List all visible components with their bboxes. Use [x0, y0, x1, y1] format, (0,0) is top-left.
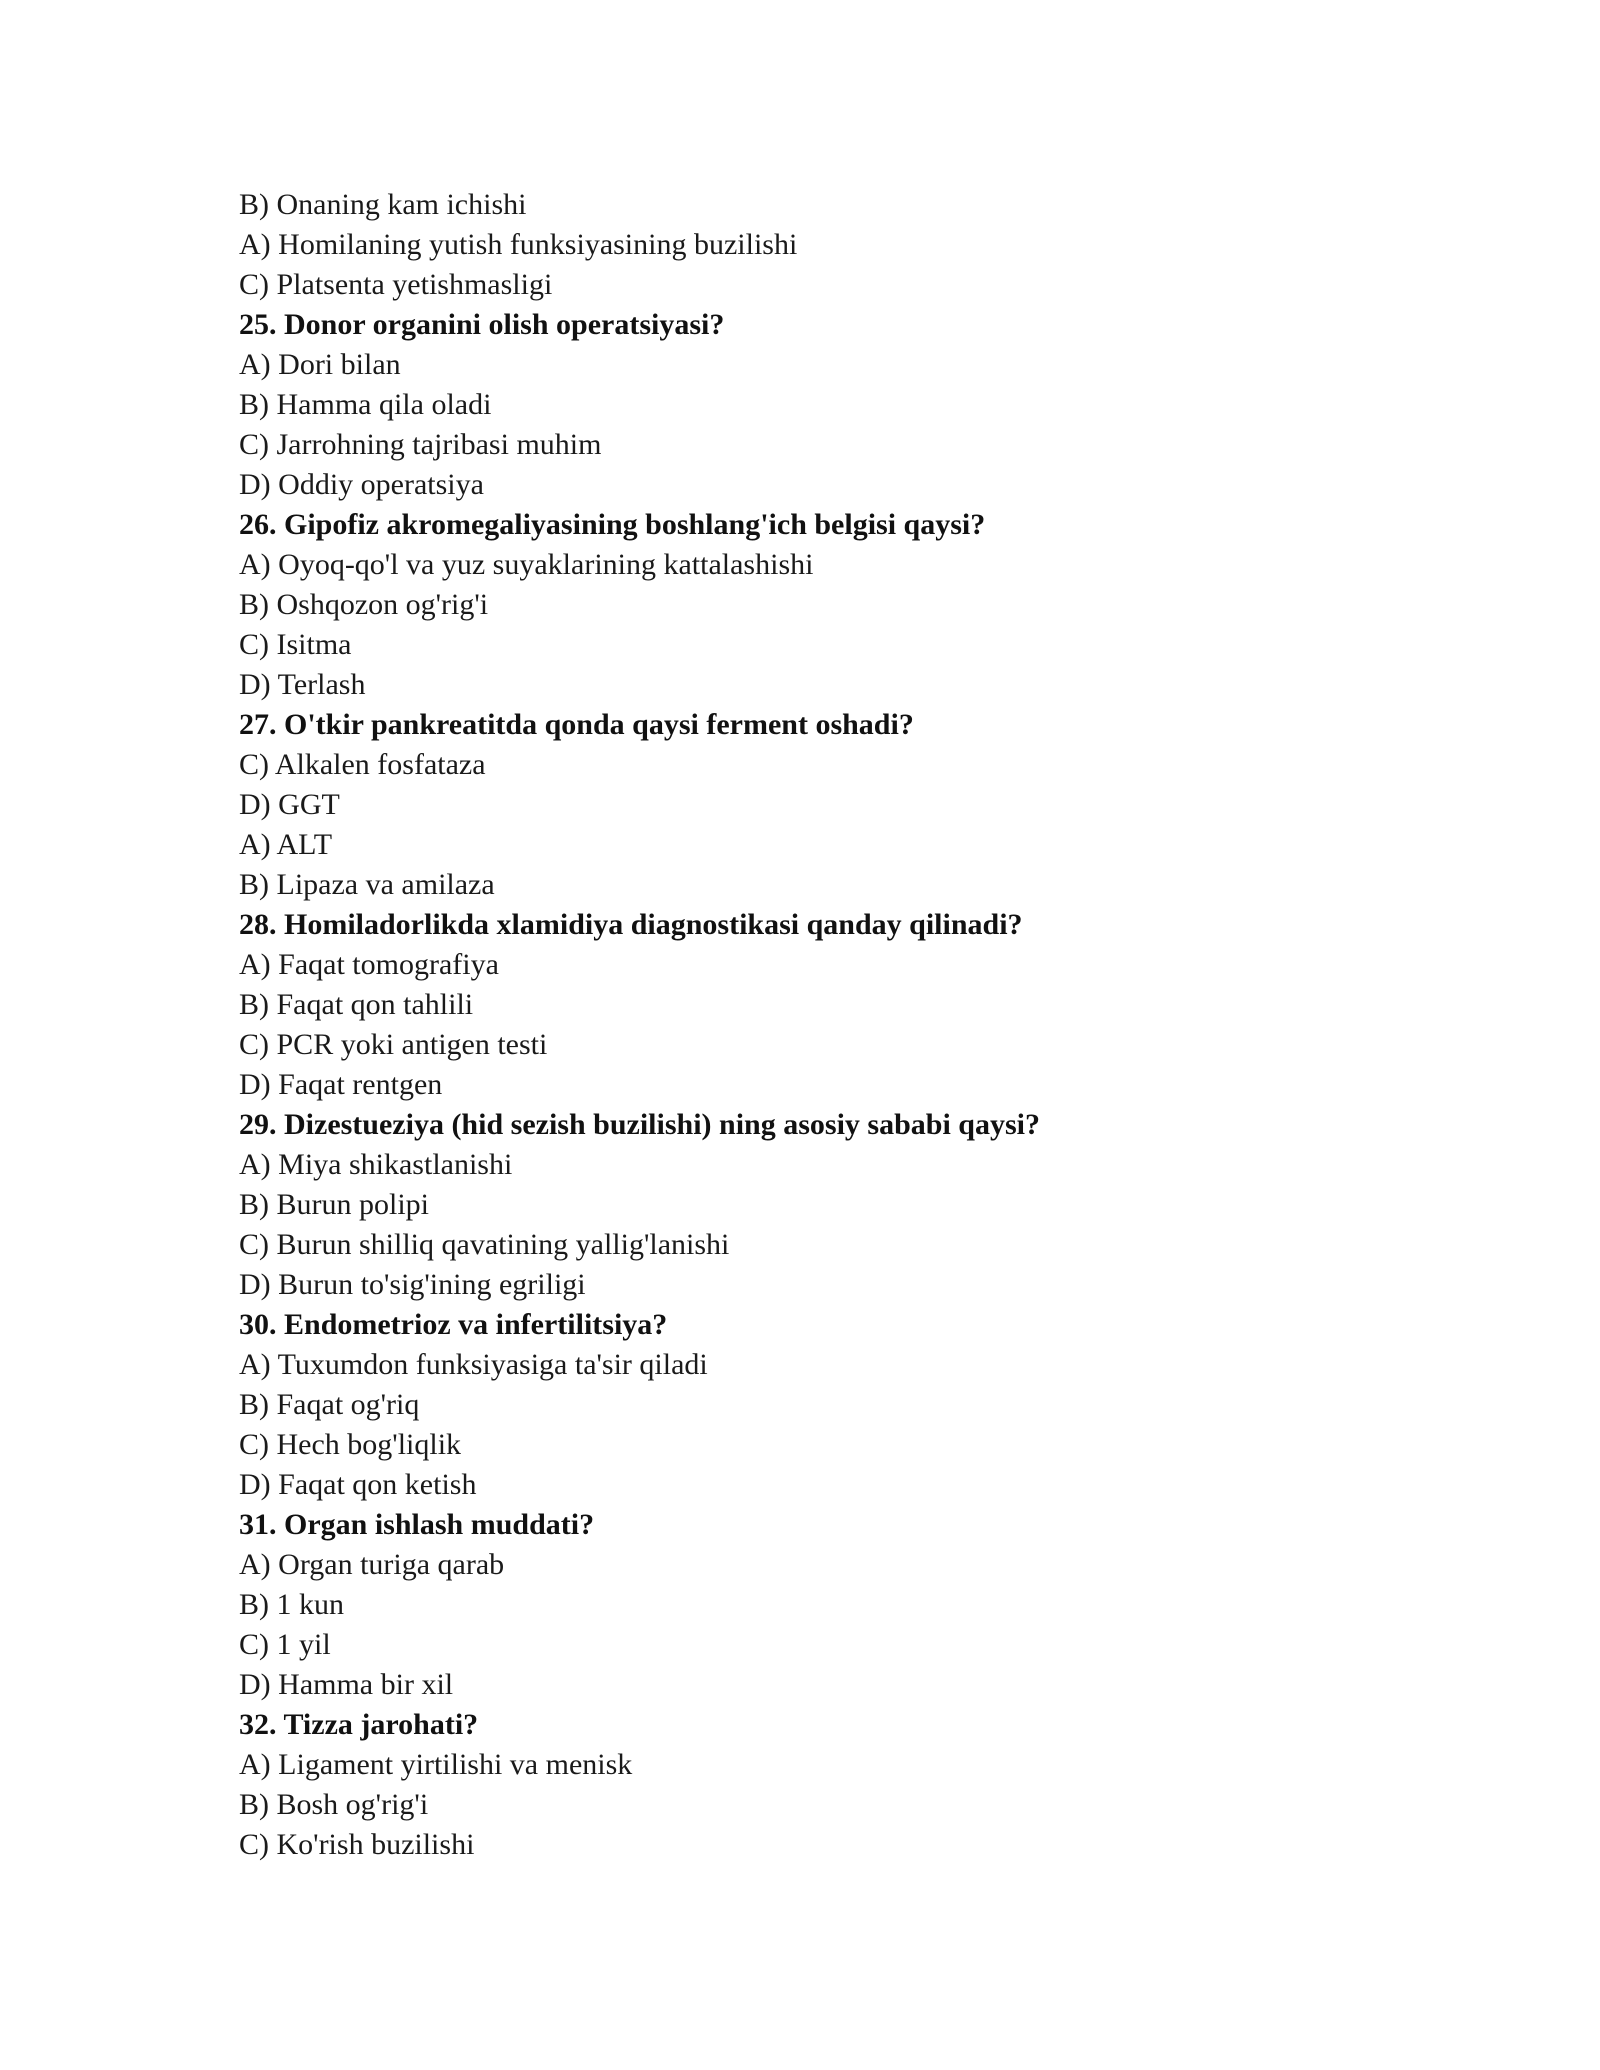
answer-option: D) GGT	[239, 788, 340, 821]
answer-option: C) Alkalen fosfataza	[239, 748, 486, 781]
question-heading: 30. Endometrioz va infertilitsiya?	[239, 1308, 668, 1341]
answer-option: A) Dori bilan	[239, 348, 401, 381]
answer-option: D) Oddiy operatsiya	[239, 468, 484, 501]
answer-option: A) ALT	[239, 828, 333, 861]
question-heading: 29. Dizestueziya (hid sezish buzilishi) ning asosiy sababi qaysi?	[239, 1108, 1040, 1141]
answer-option: A) Tuxumdon funksiyasiga ta'sir qiladi	[239, 1348, 708, 1381]
answer-option: A) Miya shikastlanishi	[239, 1148, 513, 1181]
quiz-content	[239, 185, 1439, 1865]
answer-option: A) Ligament yirtilishi va menisk	[239, 1748, 633, 1781]
answer-option: B) Oshqozon og'rig'i	[239, 588, 489, 621]
question-heading: 28. Homiladorlikda xlamidiya diagnostikasi qanday qilinadi?	[239, 908, 1023, 941]
answer-option: B) Lipaza va amilaza	[239, 868, 495, 901]
answer-option: B) Bosh og'rig'i	[239, 1788, 429, 1821]
answer-option: C) Isitma	[239, 628, 352, 661]
question-heading: 32. Tizza jarohati?	[239, 1708, 479, 1741]
question-heading: 25. Donor organini olish operatsiyasi?	[239, 308, 725, 341]
answer-option: A) Organ turiga qarab	[239, 1548, 505, 1581]
answer-option: B) Onaning kam ichishi	[239, 188, 527, 221]
answer-option: C) 1 yil	[239, 1628, 331, 1661]
answer-option: C) PCR yoki antigen testi	[239, 1028, 548, 1061]
answer-option: C) Ko'rish buzilishi	[239, 1828, 475, 1861]
answer-option: D) Hamma bir xil	[239, 1668, 454, 1701]
answer-option: C) Burun shilliq qavatining yallig'lanishi	[239, 1228, 730, 1261]
question-heading: 31. Organ ishlash muddati?	[239, 1508, 595, 1541]
answer-option: D) Burun to'sig'ining egriligi	[239, 1268, 586, 1301]
answer-option: D) Faqat qon ketish	[239, 1468, 477, 1501]
answer-option: C) Jarrohning tajribasi muhim	[239, 428, 602, 461]
answer-option: B) Hamma qila oladi	[239, 388, 492, 421]
answer-option: A) Oyoq-qo'l va yuz suyaklarining kattalashishi	[239, 548, 814, 581]
answer-option: A) Homilaning yutish funksiyasining buzilishi	[239, 228, 798, 261]
question-heading: 27. O'tkir pankreatitda qonda qaysi ferment oshadi?	[239, 708, 914, 741]
answer-option: A) Faqat tomografiya	[239, 948, 499, 981]
question-heading: 26. Gipofiz akromegaliyasining boshlang'ich belgisi qaysi?	[239, 508, 986, 541]
answer-option: D) Terlash	[239, 668, 366, 701]
answer-option: B) 1 kun	[239, 1588, 344, 1621]
answer-option: D) Faqat rentgen	[239, 1068, 443, 1101]
answer-option: B) Faqat og'riq	[239, 1388, 420, 1421]
answer-option: B) Faqat qon tahlili	[239, 988, 474, 1021]
answer-option: B) Burun polipi	[239, 1188, 430, 1221]
answer-option: C) Hech bog'liqlik	[239, 1428, 462, 1461]
answer-option: C) Platsenta yetishmasligi	[239, 268, 553, 301]
